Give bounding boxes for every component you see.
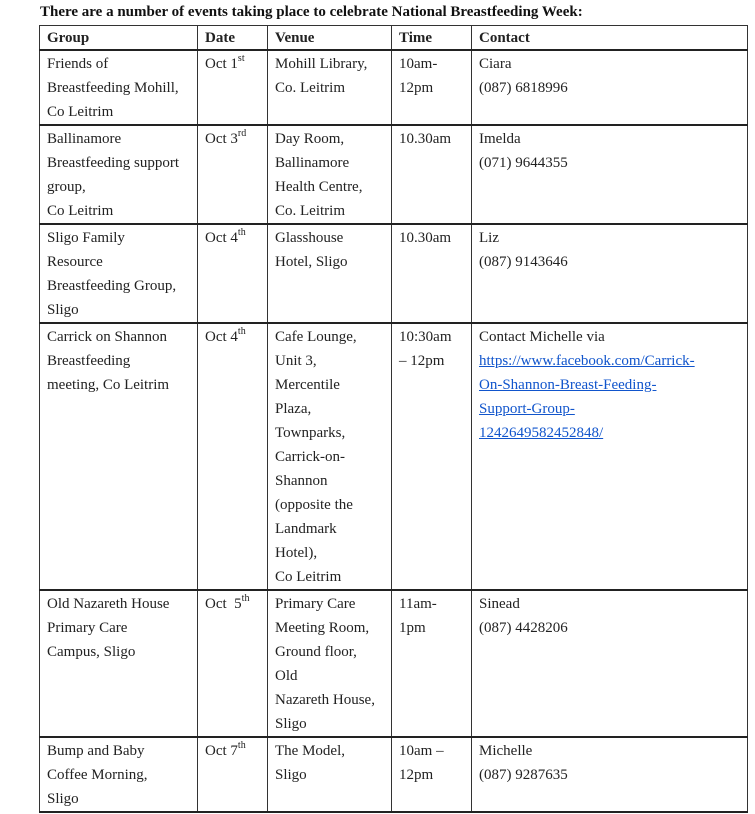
- contact-cell: [472, 323, 748, 590]
- table-row: [40, 125, 748, 224]
- venue-text: Co. Leitrim: [275, 203, 345, 219]
- date-day: Oct 3: [205, 131, 238, 147]
- venue-text: Health Centre,: [275, 179, 363, 195]
- time-cell: [392, 125, 472, 224]
- group-text: Sligo: [47, 302, 79, 318]
- group-text: Coffee Morning,: [47, 767, 148, 783]
- venue-text: Glasshouse: [275, 230, 344, 246]
- venue-cell: [268, 125, 392, 224]
- group-text: Old Nazareth House: [47, 596, 170, 612]
- venue-text: Co Leitrim: [275, 569, 342, 585]
- time-text: 12pm: [399, 767, 434, 783]
- date-day: Oct 4: [205, 230, 238, 246]
- column-header-time: Time: [392, 26, 472, 51]
- date-day: Oct 5: [205, 596, 242, 612]
- venue-text: Shannon: [275, 473, 328, 489]
- group-text: Carrick on Shannon: [47, 329, 167, 345]
- column-header-contact: Contact: [472, 26, 748, 51]
- column-header-date: Date: [198, 26, 268, 51]
- group-text: Sligo: [47, 791, 79, 807]
- time-text: 10am –: [399, 743, 444, 759]
- venue-cell: [268, 590, 392, 737]
- events-table: [39, 25, 748, 813]
- venue-text: Mohill Library,: [275, 56, 368, 72]
- group-cell: [40, 323, 198, 590]
- venue-text: Primary Care: [275, 596, 356, 612]
- time-cell: [392, 50, 472, 125]
- table-row: [40, 323, 748, 590]
- contact-cell: [472, 737, 748, 812]
- venue-text: Meeting Room,: [275, 620, 370, 636]
- time-cell: [392, 590, 472, 737]
- facebook-group-link[interactable]: [479, 349, 741, 445]
- facebook-link-text[interactable]: https://www.facebook.com/Carrick-: [479, 353, 695, 369]
- date-suffix: th: [237, 326, 246, 337]
- venue-text: Hotel, Sligo: [275, 254, 348, 270]
- venue-text: Plaza,: [275, 401, 312, 417]
- contact-cell: [472, 50, 748, 125]
- date-suffix: th: [237, 740, 246, 751]
- group-cell: [40, 125, 198, 224]
- venue-text: The Model,: [275, 743, 345, 759]
- contact-cell: [472, 224, 748, 323]
- group-text: Breastfeeding Mohill,: [47, 80, 179, 96]
- venue-text: Sligo: [275, 767, 307, 783]
- contact-phone: (071) 9644355: [479, 155, 568, 171]
- date-day: Oct 7: [205, 743, 238, 759]
- date-suffix: st: [237, 53, 245, 64]
- venue-text: Landmark: [275, 521, 337, 537]
- group-text: Breastfeeding Group,: [47, 278, 177, 294]
- venue-text: Carrick-on-: [275, 449, 345, 465]
- column-header-group: Group: [40, 26, 198, 51]
- venue-cell: [268, 323, 392, 590]
- table-row: [40, 50, 748, 125]
- date-day: Oct 1: [205, 56, 238, 72]
- group-cell: [40, 50, 198, 125]
- group-text: Campus, Sligo: [47, 644, 136, 660]
- contact-text: Contact Michelle via: [479, 329, 605, 345]
- venue-text: Ground floor,: [275, 644, 357, 660]
- group-text: group,: [47, 179, 86, 195]
- date-cell: [198, 323, 268, 590]
- group-text: Primary Care: [47, 620, 128, 636]
- date-suffix: th: [241, 593, 250, 604]
- date-cell: [198, 590, 268, 737]
- time-cell: [392, 323, 472, 590]
- table-row: [40, 590, 748, 737]
- venue-cell: [268, 224, 392, 323]
- venue-text: Ballinamore: [275, 155, 350, 171]
- venue-text: Co. Leitrim: [275, 80, 345, 96]
- time-text: 10.30am: [399, 131, 452, 147]
- group-text: Ballinamore: [47, 131, 122, 147]
- group-cell: [40, 737, 198, 812]
- contact-name: Ciara: [479, 56, 512, 72]
- date-cell: [198, 737, 268, 812]
- venue-cell: [268, 737, 392, 812]
- date-cell: [198, 50, 268, 125]
- facebook-link-text[interactable]: 1242649582452848/: [479, 425, 604, 441]
- facebook-link-text[interactable]: On-Shannon-Breast-Feeding-: [479, 377, 657, 393]
- date-cell: [198, 125, 268, 224]
- page-heading: There are a number of events taking place to celebrate National Breastfeeding Week:: [40, 4, 583, 20]
- time-cell: [392, 224, 472, 323]
- group-text: Co Leitrim: [47, 104, 114, 120]
- group-text: Breastfeeding support: [47, 155, 180, 171]
- group-text: Friends of: [47, 56, 109, 72]
- contact-name: Imelda: [479, 131, 521, 147]
- time-text: 10:30am: [399, 329, 452, 345]
- group-text: Sligo Family: [47, 230, 125, 246]
- group-text: Co Leitrim: [47, 203, 114, 219]
- group-text: Breastfeeding: [47, 353, 131, 369]
- contact-phone: (087) 9143646: [479, 254, 568, 270]
- venue-text: Old: [275, 668, 298, 684]
- venue-text: Townparks,: [275, 425, 346, 441]
- time-text: 11am-: [399, 596, 437, 612]
- group-text: Bump and Baby: [47, 743, 145, 759]
- column-header-venue: Venue: [268, 26, 392, 51]
- date-suffix: rd: [237, 128, 247, 139]
- table-row: [40, 224, 748, 323]
- date-suffix: th: [237, 227, 246, 238]
- venue-text: Nazareth House,: [275, 692, 375, 708]
- time-text: 10am-: [399, 56, 438, 72]
- time-text: 1pm: [399, 620, 426, 636]
- facebook-link-text[interactable]: Support-Group-: [479, 401, 575, 417]
- venue-text: Day Room,: [275, 131, 345, 147]
- venue-text: (opposite the: [275, 497, 353, 513]
- contact-name: Sinead: [479, 596, 520, 612]
- date-cell: [198, 224, 268, 323]
- group-cell: [40, 590, 198, 737]
- date-day: Oct 4: [205, 329, 238, 345]
- group-cell: [40, 224, 198, 323]
- venue-text: Unit 3,: [275, 353, 317, 369]
- time-text: – 12pm: [399, 353, 445, 369]
- table-row: [40, 737, 748, 812]
- contact-name: Michelle: [479, 743, 533, 759]
- time-cell: [392, 737, 472, 812]
- venue-text: Sligo: [275, 716, 307, 732]
- time-text: 10.30am: [399, 230, 452, 246]
- venue-text: Hotel),: [275, 545, 318, 561]
- group-text: Resource: [47, 254, 103, 270]
- group-text: meeting, Co Leitrim: [47, 377, 170, 393]
- venue-text: Mercentile: [275, 377, 340, 393]
- contact-cell: [472, 590, 748, 737]
- table-header-row: [40, 26, 748, 51]
- contact-cell: [472, 125, 748, 224]
- venue-cell: [268, 50, 392, 125]
- contact-phone: (087) 9287635: [479, 767, 568, 783]
- contact-phone: (087) 4428206: [479, 620, 568, 636]
- venue-text: Cafe Lounge,: [275, 329, 357, 345]
- time-text: 12pm: [399, 80, 434, 96]
- contact-name: Liz: [479, 230, 499, 246]
- contact-phone: (087) 6818996: [479, 80, 568, 96]
